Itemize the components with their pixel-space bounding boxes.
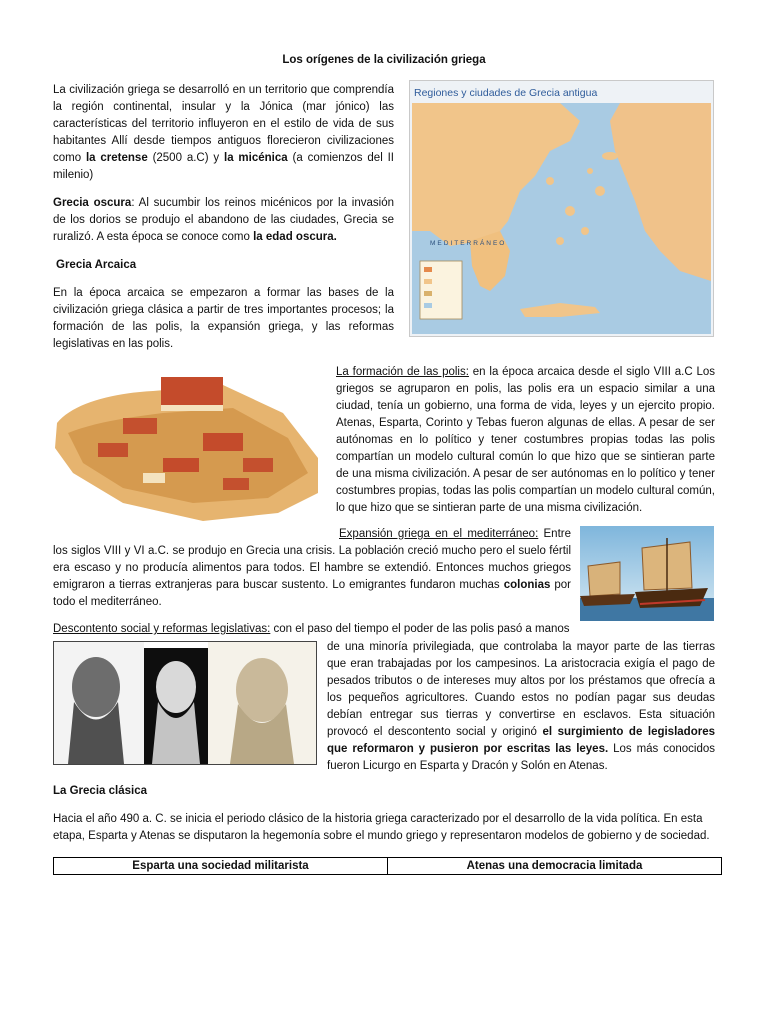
descontento-paragraph [327, 639, 715, 775]
page-title: Los orígenes de la civilización griega [282, 54, 486, 66]
acropolis-graphic [53, 363, 325, 523]
expansion-heading: Expansión griega en el mediterráneo: [339, 528, 539, 540]
descontento-text-1: de una minoría privilegiada, que controlaba la mayor parte de las tierras que eran trabajadas por los campesinos. La aristocracia exigía el pago de pesados tributos o de intereses muy altos por los préstamos que ofrecía a los pequeños agricultores. Cuando estos no podían pagar sus deudas debían entregar sus tierras y convertirse en esclavos. Esta situación provocó el descontento social y originó [327, 641, 715, 738]
busts-image [53, 641, 317, 765]
arcaica-heading: Grecia Arcaica [56, 259, 137, 271]
polis-text: en la época arcaica desde el siglo VIII a.C Los griegos se agruparon en polis, las polis era un espacio similar a una ciudad, tenía un gobierno, una forma de vida, leyes y un ejercito propio. Atenas, Esparta, Corinto y Tebas fueron algunas de ellas. A pesar de ser autónomas en lo político y tener costumbres propias todas las polis compartían un modelo cultural común lo que hizo que se sintieran parte de una misma civilización. A pesar de ser autónomas en lo político y tener costumbres propias, todas las polis compartían un modelo cultural común, lo que hizo que se sintieran parte de una misma civilización. [336, 366, 715, 514]
table-header-esparta: Esparta una sociedad militarista [54, 858, 388, 875]
expansion-text-2: por todo el mediterráneo. [53, 579, 571, 608]
ships-graphic [580, 526, 714, 621]
expansion-paragraph [53, 526, 571, 611]
greece-map [409, 80, 714, 337]
descontento-bold: el surgimiento de legisladores que reformaron y pusieron por escritas las leyes. [327, 726, 715, 755]
expansion-colonias: colonias [503, 579, 551, 591]
acropolis-image [53, 363, 325, 523]
table-header-row [54, 858, 722, 875]
comparison-table [53, 857, 722, 875]
intro-micenica: la micénica [224, 152, 288, 164]
intro-text-1: La civilización griega se desarrolló en un territorio que comprendía la región continental, insular y la Jónica (mar jónico) las características del territorio influyeron en el estilo de vida de sus habitantes Allí desde tiempos antiguos florecieron civilizaciones como [53, 84, 394, 164]
arcaica-paragraph: En la época arcaica se empezaron a formar las bases de la civilización griega clásica a partir de tres importantes procesos; la formación de las polis, la expansión griega, y las reformas legislativas en las polis. [53, 287, 394, 350]
ships-image [580, 526, 714, 621]
descontento-lead [53, 621, 573, 638]
intro-text-3: (a comienzos del II milenio) [53, 152, 394, 181]
oscura-label: Grecia oscura [53, 197, 132, 209]
expansion-text-1: Entre los siglos VIII y VI a.C. se produjo en Grecia una crisis. La población creció mucho pero el suelo fértil era escaso y no producía alimentos para todos. El hambre se extendió. Entonces muchos griegos emigraron a tierras extranjeras para buscar sustento. Lo emigrantes fundaron muchas [53, 528, 571, 591]
polis-paragraph [336, 364, 715, 517]
descontento-heading: Descontento social y reformas legislativas: [53, 623, 271, 635]
clasica-paragraph: Hacia el año 490 a. C. se inicia el periodo clásico de la historia griega caracterizado por el desarrollo de la vida política. En esta etapa, Esparta y Atenas se disputaron la hegemonía sobre el mundo griego y representaron modelos de gobierno y de sociedad. [53, 813, 710, 842]
polis-heading: La formación de las polis: [336, 366, 469, 378]
map-title: Regiones y ciudades de Grecia antigua [414, 87, 598, 99]
oscura-text: : Al sucumbir los reinos micénicos por la invasión de los dorios se produjo el abandono de las ciudades, Grecia se ruralizó. A esta época se conoce como [53, 197, 394, 243]
clasica-heading: La Grecia clásica [53, 785, 147, 797]
map-sea-label: MEDITERRÁNEO [430, 240, 507, 247]
table-header-atenas: Atenas una democracia limitada [388, 858, 722, 875]
intro-paragraph [53, 82, 394, 184]
busts-graphic [54, 642, 316, 764]
greece-map-graphic [410, 81, 713, 336]
intro-text-2: (2500 a.C) y [147, 152, 224, 164]
oscura-bold: la edad oscura. [253, 231, 337, 243]
descontento-lead-text: con el paso del tiempo el poder de las polis pasó a manos [270, 623, 570, 635]
descontento-text-2: Los más conocidos fueron Licurgo en Esparta y Dracón y Solón en Atenas. [327, 743, 716, 772]
oscura-paragraph [53, 195, 394, 246]
intro-cretense: la cretense [85, 152, 148, 164]
